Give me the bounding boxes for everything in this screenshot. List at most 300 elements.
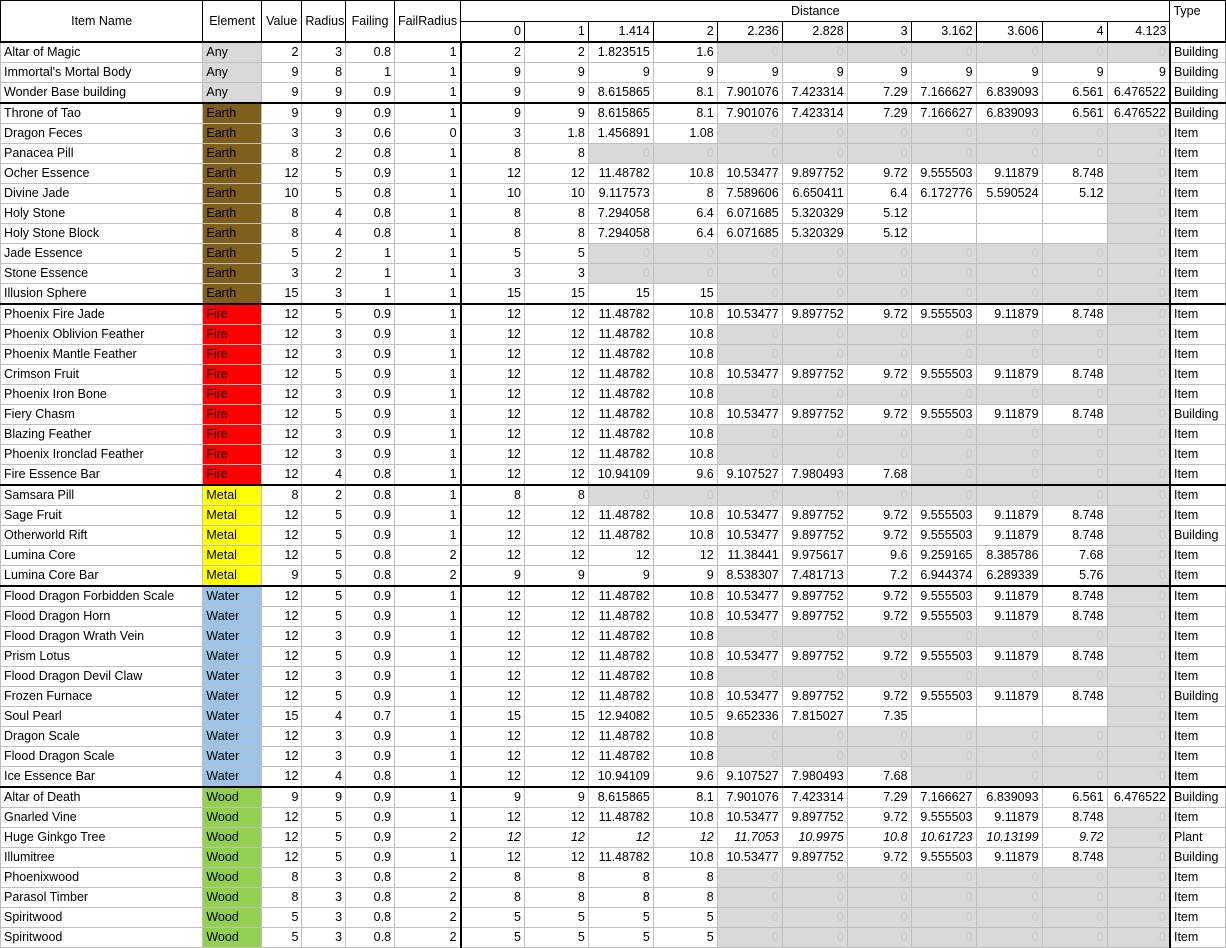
cell-fail-radius[interactable]: 2: [395, 908, 461, 928]
cell-distance-8[interactable]: 9.11879: [976, 304, 1042, 325]
cell-distance-4[interactable]: 10.53477: [717, 526, 782, 546]
cell-type[interactable]: Item: [1170, 908, 1226, 928]
cell-element[interactable]: Metal: [203, 546, 262, 566]
cell-distance-4[interactable]: 7.589606: [717, 184, 782, 204]
cell-distance-4[interactable]: 6.071685: [717, 204, 782, 224]
cell-distance-1[interactable]: 9: [524, 787, 588, 808]
cell-failing[interactable]: 0.9: [346, 828, 395, 848]
cell-distance-3[interactable]: 9: [653, 63, 717, 83]
cell-distance-8[interactable]: 0: [976, 144, 1042, 164]
cell-distance-10[interactable]: 0: [1107, 184, 1170, 204]
header-element[interactable]: Element: [203, 1, 262, 43]
cell-distance-10[interactable]: 0: [1107, 304, 1170, 325]
cell-distance-5[interactable]: 6.650411: [782, 184, 847, 204]
cell-distance-6[interactable]: 0: [847, 928, 911, 948]
cell-distance-2[interactable]: 12: [588, 828, 653, 848]
cell-radius[interactable]: 2: [302, 244, 346, 264]
cell-item-name[interactable]: Lumina Core: [1, 546, 203, 566]
cell-distance-10[interactable]: 0: [1107, 42, 1170, 63]
cell-distance-3[interactable]: 8.1: [653, 83, 717, 104]
cell-distance-8[interactable]: 9.11879: [976, 607, 1042, 627]
cell-distance-0[interactable]: 12: [461, 747, 525, 767]
header-distance-10[interactable]: 4.123: [1107, 22, 1170, 43]
cell-fail-radius[interactable]: 1: [395, 385, 461, 405]
cell-element[interactable]: Water: [203, 627, 262, 647]
cell-distance-0[interactable]: 12: [461, 687, 525, 707]
cell-distance-0[interactable]: 12: [461, 667, 525, 687]
cell-fail-radius[interactable]: 1: [395, 506, 461, 526]
cell-value[interactable]: 10: [261, 184, 301, 204]
cell-distance-5[interactable]: 0: [782, 908, 847, 928]
cell-radius[interactable]: 3: [302, 928, 346, 948]
cell-distance-9[interactable]: 0: [1042, 445, 1107, 465]
cell-distance-5[interactable]: 9.897752: [782, 164, 847, 184]
cell-value[interactable]: 5: [261, 928, 301, 948]
cell-distance-10[interactable]: 0: [1107, 405, 1170, 425]
cell-type[interactable]: Item: [1170, 445, 1226, 465]
cell-distance-5[interactable]: 0: [782, 425, 847, 445]
cell-element[interactable]: Wood: [203, 908, 262, 928]
cell-distance-1[interactable]: 10: [524, 184, 588, 204]
cell-distance-0[interactable]: 12: [461, 808, 525, 828]
cell-value[interactable]: 12: [261, 526, 301, 546]
cell-value[interactable]: 8: [261, 485, 301, 506]
cell-distance-10[interactable]: 0: [1107, 506, 1170, 526]
cell-distance-7[interactable]: 0: [911, 445, 976, 465]
cell-distance-0[interactable]: 8: [461, 888, 525, 908]
cell-type[interactable]: Building: [1170, 63, 1226, 83]
cell-distance-6[interactable]: 9.72: [847, 164, 911, 184]
cell-type[interactable]: Item: [1170, 204, 1226, 224]
cell-distance-8[interactable]: 9: [976, 63, 1042, 83]
cell-value[interactable]: 12: [261, 506, 301, 526]
cell-distance-1[interactable]: 12: [524, 365, 588, 385]
cell-distance-6[interactable]: 0: [847, 144, 911, 164]
cell-radius[interactable]: 5: [302, 164, 346, 184]
cell-distance-3[interactable]: 1.08: [653, 124, 717, 144]
cell-distance-0[interactable]: 12: [461, 727, 525, 747]
cell-fail-radius[interactable]: 1: [395, 727, 461, 747]
cell-distance-2[interactable]: 15: [588, 284, 653, 305]
cell-type[interactable]: Item: [1170, 607, 1226, 627]
header-distance-2[interactable]: 1.414: [588, 22, 653, 43]
cell-distance-4[interactable]: 7.901076: [717, 83, 782, 104]
cell-radius[interactable]: 9: [302, 103, 346, 124]
cell-distance-10[interactable]: 0: [1107, 124, 1170, 144]
cell-distance-0[interactable]: 9: [461, 63, 525, 83]
cell-distance-0[interactable]: 8: [461, 144, 525, 164]
cell-distance-4[interactable]: 0: [717, 325, 782, 345]
cell-item-name[interactable]: Samsara Pill: [1, 485, 203, 506]
cell-distance-7[interactable]: 0: [911, 425, 976, 445]
header-distance-4[interactable]: 2.236: [717, 22, 782, 43]
cell-failing[interactable]: 0.8: [346, 204, 395, 224]
cell-value[interactable]: 3: [261, 124, 301, 144]
cell-distance-2[interactable]: 0: [588, 485, 653, 506]
cell-distance-10[interactable]: 0: [1107, 888, 1170, 908]
header-distance-6[interactable]: 3: [847, 22, 911, 43]
cell-element[interactable]: Water: [203, 747, 262, 767]
cell-element[interactable]: Fire: [203, 445, 262, 465]
cell-failing[interactable]: 0.8: [346, 928, 395, 948]
cell-fail-radius[interactable]: 2: [395, 566, 461, 587]
cell-type[interactable]: Item: [1170, 385, 1226, 405]
cell-distance-1[interactable]: 5: [524, 244, 588, 264]
cell-fail-radius[interactable]: 1: [395, 526, 461, 546]
cell-distance-5[interactable]: 0: [782, 928, 847, 948]
cell-element[interactable]: Any: [203, 42, 262, 63]
cell-distance-7[interactable]: 0: [911, 284, 976, 305]
cell-radius[interactable]: 4: [302, 204, 346, 224]
cell-distance-5[interactable]: 9.975617: [782, 546, 847, 566]
cell-distance-6[interactable]: 7.35: [847, 707, 911, 727]
cell-distance-1[interactable]: 8: [524, 204, 588, 224]
cell-distance-1[interactable]: 5: [524, 908, 588, 928]
cell-distance-10[interactable]: 0: [1107, 627, 1170, 647]
cell-item-name[interactable]: Divine Jade: [1, 184, 203, 204]
cell-distance-8[interactable]: 5.590524: [976, 184, 1042, 204]
cell-fail-radius[interactable]: 1: [395, 848, 461, 868]
cell-distance-7[interactable]: 0: [911, 888, 976, 908]
cell-distance-0[interactable]: 12: [461, 506, 525, 526]
cell-distance-3[interactable]: 9: [653, 566, 717, 587]
cell-distance-9[interactable]: 6.561: [1042, 83, 1107, 104]
cell-distance-0[interactable]: 9: [461, 566, 525, 587]
cell-radius[interactable]: 3: [302, 345, 346, 365]
cell-distance-8[interactable]: 9.11879: [976, 808, 1042, 828]
cell-failing[interactable]: 0.8: [346, 546, 395, 566]
cell-type[interactable]: Item: [1170, 546, 1226, 566]
cell-distance-4[interactable]: 9.107527: [717, 767, 782, 788]
cell-type[interactable]: Item: [1170, 264, 1226, 284]
cell-distance-2[interactable]: 11.48782: [588, 445, 653, 465]
cell-distance-0[interactable]: 8: [461, 224, 525, 244]
cell-distance-1[interactable]: 15: [524, 284, 588, 305]
cell-distance-7[interactable]: 9.555503: [911, 164, 976, 184]
cell-distance-5[interactable]: 7.980493: [782, 465, 847, 486]
cell-failing[interactable]: 0.9: [346, 506, 395, 526]
cell-distance-8[interactable]: 0: [976, 445, 1042, 465]
cell-distance-1[interactable]: 8: [524, 144, 588, 164]
cell-distance-4[interactable]: 0: [717, 627, 782, 647]
cell-distance-0[interactable]: 9: [461, 787, 525, 808]
cell-distance-4[interactable]: 10.53477: [717, 808, 782, 828]
cell-type[interactable]: Building: [1170, 83, 1226, 104]
cell-distance-3[interactable]: 1.6: [653, 42, 717, 63]
cell-item-name[interactable]: Fiery Chasm: [1, 405, 203, 425]
cell-distance-3[interactable]: 10.8: [653, 405, 717, 425]
cell-distance-4[interactable]: 0: [717, 667, 782, 687]
cell-distance-6[interactable]: 9.6: [847, 546, 911, 566]
cell-distance-5[interactable]: 7.423314: [782, 103, 847, 124]
header-value[interactable]: Value: [261, 1, 301, 43]
cell-item-name[interactable]: Prism Lotus: [1, 647, 203, 667]
cell-value[interactable]: 9: [261, 83, 301, 104]
cell-distance-5[interactable]: 9.897752: [782, 586, 847, 607]
cell-distance-4[interactable]: 0: [717, 868, 782, 888]
cell-type[interactable]: Building: [1170, 848, 1226, 868]
cell-distance-7[interactable]: 0: [911, 868, 976, 888]
cell-distance-6[interactable]: 9.72: [847, 405, 911, 425]
cell-type[interactable]: Item: [1170, 124, 1226, 144]
cell-distance-9[interactable]: 8.748: [1042, 607, 1107, 627]
cell-value[interactable]: 12: [261, 627, 301, 647]
cell-fail-radius[interactable]: 1: [395, 42, 461, 63]
cell-distance-1[interactable]: 12: [524, 848, 588, 868]
cell-element[interactable]: Water: [203, 727, 262, 747]
cell-distance-0[interactable]: 12: [461, 325, 525, 345]
cell-item-name[interactable]: Wonder Base building: [1, 83, 203, 104]
cell-element[interactable]: Fire: [203, 465, 262, 486]
cell-distance-0[interactable]: 12: [461, 304, 525, 325]
cell-distance-6[interactable]: 5.12: [847, 204, 911, 224]
cell-element[interactable]: Water: [203, 687, 262, 707]
cell-failing[interactable]: 0.9: [346, 345, 395, 365]
cell-fail-radius[interactable]: 2: [395, 888, 461, 908]
cell-failing[interactable]: 0.9: [346, 526, 395, 546]
cell-distance-5[interactable]: 0: [782, 264, 847, 284]
cell-distance-3[interactable]: 10.8: [653, 667, 717, 687]
cell-type[interactable]: Building: [1170, 405, 1226, 425]
cell-fail-radius[interactable]: 1: [395, 405, 461, 425]
cell-distance-8[interactable]: 0: [976, 124, 1042, 144]
cell-distance-9[interactable]: 7.68: [1042, 546, 1107, 566]
cell-radius[interactable]: 3: [302, 124, 346, 144]
cell-distance-9[interactable]: 8.748: [1042, 304, 1107, 325]
cell-value[interactable]: 9: [261, 566, 301, 587]
cell-distance-0[interactable]: 12: [461, 767, 525, 788]
cell-distance-5[interactable]: 0: [782, 445, 847, 465]
cell-element[interactable]: Any: [203, 63, 262, 83]
cell-type[interactable]: Item: [1170, 365, 1226, 385]
cell-value[interactable]: 5: [261, 244, 301, 264]
cell-distance-2[interactable]: 11.48782: [588, 365, 653, 385]
cell-distance-10[interactable]: 6.476522: [1107, 787, 1170, 808]
cell-distance-3[interactable]: 6.4: [653, 224, 717, 244]
cell-fail-radius[interactable]: 1: [395, 607, 461, 627]
cell-distance-5[interactable]: 10.9975: [782, 828, 847, 848]
cell-distance-3[interactable]: 10.8: [653, 808, 717, 828]
cell-distance-8[interactable]: [976, 224, 1042, 244]
cell-distance-3[interactable]: 10.8: [653, 727, 717, 747]
cell-type[interactable]: Item: [1170, 707, 1226, 727]
cell-item-name[interactable]: Flood Dragon Devil Claw: [1, 667, 203, 687]
cell-distance-1[interactable]: 12: [524, 304, 588, 325]
cell-distance-6[interactable]: 0: [847, 124, 911, 144]
cell-item-name[interactable]: Spiritwood: [1, 928, 203, 948]
cell-distance-1[interactable]: 12: [524, 808, 588, 828]
cell-distance-8[interactable]: 6.839093: [976, 103, 1042, 124]
cell-distance-3[interactable]: 10.8: [653, 607, 717, 627]
cell-radius[interactable]: 4: [302, 707, 346, 727]
cell-distance-1[interactable]: 8: [524, 868, 588, 888]
cell-distance-4[interactable]: 8.538307: [717, 566, 782, 587]
cell-distance-6[interactable]: 7.29: [847, 103, 911, 124]
cell-distance-9[interactable]: 0: [1042, 727, 1107, 747]
cell-item-name[interactable]: Sage Fruit: [1, 506, 203, 526]
cell-failing[interactable]: 0.9: [346, 325, 395, 345]
cell-value[interactable]: 2: [261, 42, 301, 63]
cell-distance-7[interactable]: [911, 224, 976, 244]
cell-item-name[interactable]: Parasol Timber: [1, 888, 203, 908]
cell-type[interactable]: Item: [1170, 767, 1226, 788]
cell-value[interactable]: 12: [261, 345, 301, 365]
cell-element[interactable]: Earth: [203, 284, 262, 305]
cell-element[interactable]: Water: [203, 667, 262, 687]
cell-distance-6[interactable]: 10.8: [847, 828, 911, 848]
cell-radius[interactable]: 8: [302, 63, 346, 83]
cell-type[interactable]: Item: [1170, 868, 1226, 888]
cell-distance-1[interactable]: 2: [524, 42, 588, 63]
cell-value[interactable]: 12: [261, 607, 301, 627]
cell-distance-8[interactable]: 0: [976, 667, 1042, 687]
cell-element[interactable]: Earth: [203, 164, 262, 184]
cell-distance-9[interactable]: [1042, 707, 1107, 727]
cell-value[interactable]: 12: [261, 667, 301, 687]
cell-distance-10[interactable]: 0: [1107, 808, 1170, 828]
cell-distance-8[interactable]: 0: [976, 727, 1042, 747]
cell-distance-9[interactable]: 8.748: [1042, 808, 1107, 828]
cell-distance-8[interactable]: 9.11879: [976, 526, 1042, 546]
cell-radius[interactable]: 3: [302, 747, 346, 767]
cell-distance-5[interactable]: 9.897752: [782, 304, 847, 325]
cell-item-name[interactable]: Phoenixwood: [1, 868, 203, 888]
cell-distance-6[interactable]: 0: [847, 284, 911, 305]
cell-type[interactable]: Building: [1170, 526, 1226, 546]
cell-failing[interactable]: 0.9: [346, 607, 395, 627]
cell-failing[interactable]: 0.9: [346, 164, 395, 184]
cell-failing[interactable]: 0.9: [346, 667, 395, 687]
cell-radius[interactable]: 5: [302, 405, 346, 425]
cell-distance-7[interactable]: 9.555503: [911, 687, 976, 707]
cell-fail-radius[interactable]: 1: [395, 647, 461, 667]
cell-distance-5[interactable]: 0: [782, 42, 847, 63]
cell-distance-8[interactable]: 9.11879: [976, 365, 1042, 385]
cell-type[interactable]: Item: [1170, 647, 1226, 667]
cell-item-name[interactable]: Illumitree: [1, 848, 203, 868]
cell-distance-5[interactable]: 9: [782, 63, 847, 83]
cell-value[interactable]: 12: [261, 304, 301, 325]
cell-element[interactable]: Fire: [203, 325, 262, 345]
header-distance-7[interactable]: 3.162: [911, 22, 976, 43]
cell-distance-7[interactable]: 0: [911, 264, 976, 284]
cell-item-name[interactable]: Dragon Scale: [1, 727, 203, 747]
cell-distance-4[interactable]: 0: [717, 445, 782, 465]
cell-element[interactable]: Metal: [203, 526, 262, 546]
cell-failing[interactable]: 0.8: [346, 42, 395, 63]
cell-type[interactable]: Building: [1170, 42, 1226, 63]
cell-distance-5[interactable]: 0: [782, 385, 847, 405]
cell-value[interactable]: 3: [261, 264, 301, 284]
cell-failing[interactable]: 0.9: [346, 848, 395, 868]
cell-distance-7[interactable]: 6.172776: [911, 184, 976, 204]
cell-distance-3[interactable]: 10.5: [653, 707, 717, 727]
cell-fail-radius[interactable]: 1: [395, 224, 461, 244]
cell-distance-9[interactable]: 8.748: [1042, 526, 1107, 546]
cell-distance-3[interactable]: 8: [653, 184, 717, 204]
cell-fail-radius[interactable]: 1: [395, 445, 461, 465]
cell-value[interactable]: 15: [261, 707, 301, 727]
cell-distance-7[interactable]: 0: [911, 325, 976, 345]
cell-distance-6[interactable]: 9.72: [847, 506, 911, 526]
cell-distance-3[interactable]: 10.8: [653, 345, 717, 365]
cell-fail-radius[interactable]: 1: [395, 787, 461, 808]
cell-item-name[interactable]: Phoenix Iron Bone: [1, 385, 203, 405]
cell-distance-2[interactable]: 11.48782: [588, 325, 653, 345]
cell-distance-9[interactable]: 0: [1042, 42, 1107, 63]
cell-distance-4[interactable]: 10.53477: [717, 647, 782, 667]
cell-distance-10[interactable]: 0: [1107, 264, 1170, 284]
cell-failing[interactable]: 0.8: [346, 184, 395, 204]
cell-distance-6[interactable]: 0: [847, 485, 911, 506]
cell-distance-10[interactable]: 0: [1107, 727, 1170, 747]
cell-value[interactable]: 12: [261, 425, 301, 445]
cell-radius[interactable]: 5: [302, 184, 346, 204]
cell-item-name[interactable]: Huge Ginkgo Tree: [1, 828, 203, 848]
cell-distance-7[interactable]: 0: [911, 727, 976, 747]
cell-element[interactable]: Earth: [203, 204, 262, 224]
cell-item-name[interactable]: Stone Essence: [1, 264, 203, 284]
cell-distance-7[interactable]: 9.259165: [911, 546, 976, 566]
cell-failing[interactable]: 1: [346, 63, 395, 83]
cell-distance-8[interactable]: 6.839093: [976, 83, 1042, 104]
cell-item-name[interactable]: Holy Stone: [1, 204, 203, 224]
cell-type[interactable]: Item: [1170, 506, 1226, 526]
cell-distance-1[interactable]: 12: [524, 828, 588, 848]
cell-distance-0[interactable]: 9: [461, 103, 525, 124]
cell-distance-3[interactable]: 8.1: [653, 787, 717, 808]
cell-fail-radius[interactable]: 1: [395, 284, 461, 305]
cell-distance-1[interactable]: 1.8: [524, 124, 588, 144]
cell-distance-1[interactable]: 9: [524, 83, 588, 104]
cell-distance-7[interactable]: [911, 707, 976, 727]
cell-distance-4[interactable]: 10.53477: [717, 506, 782, 526]
cell-element[interactable]: Fire: [203, 385, 262, 405]
cell-item-name[interactable]: Otherworld Rift: [1, 526, 203, 546]
cell-type[interactable]: Item: [1170, 224, 1226, 244]
cell-item-name[interactable]: Ice Essence Bar: [1, 767, 203, 788]
cell-distance-0[interactable]: 12: [461, 607, 525, 627]
cell-element[interactable]: Wood: [203, 928, 262, 948]
cell-distance-4[interactable]: 10.53477: [717, 586, 782, 607]
cell-distance-0[interactable]: 2: [461, 42, 525, 63]
cell-distance-6[interactable]: 0: [847, 345, 911, 365]
cell-distance-9[interactable]: 0: [1042, 908, 1107, 928]
cell-item-name[interactable]: Phoenix Oblivion Feather: [1, 325, 203, 345]
cell-distance-2[interactable]: 0: [588, 244, 653, 264]
cell-distance-2[interactable]: 11.48782: [588, 607, 653, 627]
cell-distance-7[interactable]: 9.555503: [911, 848, 976, 868]
cell-distance-7[interactable]: 9.555503: [911, 808, 976, 828]
cell-distance-4[interactable]: 0: [717, 345, 782, 365]
header-distance-5[interactable]: 2.828: [782, 22, 847, 43]
cell-distance-2[interactable]: 10.94109: [588, 465, 653, 486]
cell-radius[interactable]: 4: [302, 224, 346, 244]
cell-distance-7[interactable]: 9: [911, 63, 976, 83]
cell-failing[interactable]: 0.9: [346, 385, 395, 405]
cell-type[interactable]: Item: [1170, 184, 1226, 204]
cell-radius[interactable]: 3: [302, 385, 346, 405]
cell-distance-6[interactable]: 0: [847, 868, 911, 888]
cell-failing[interactable]: 0.8: [346, 465, 395, 486]
header-distance-9[interactable]: 4: [1042, 22, 1107, 43]
cell-element[interactable]: Metal: [203, 506, 262, 526]
cell-distance-0[interactable]: 12: [461, 526, 525, 546]
cell-item-name[interactable]: Phoenix Ironclad Feather: [1, 445, 203, 465]
cell-radius[interactable]: 5: [302, 566, 346, 587]
cell-distance-8[interactable]: 0: [976, 888, 1042, 908]
cell-distance-4[interactable]: 10.53477: [717, 848, 782, 868]
